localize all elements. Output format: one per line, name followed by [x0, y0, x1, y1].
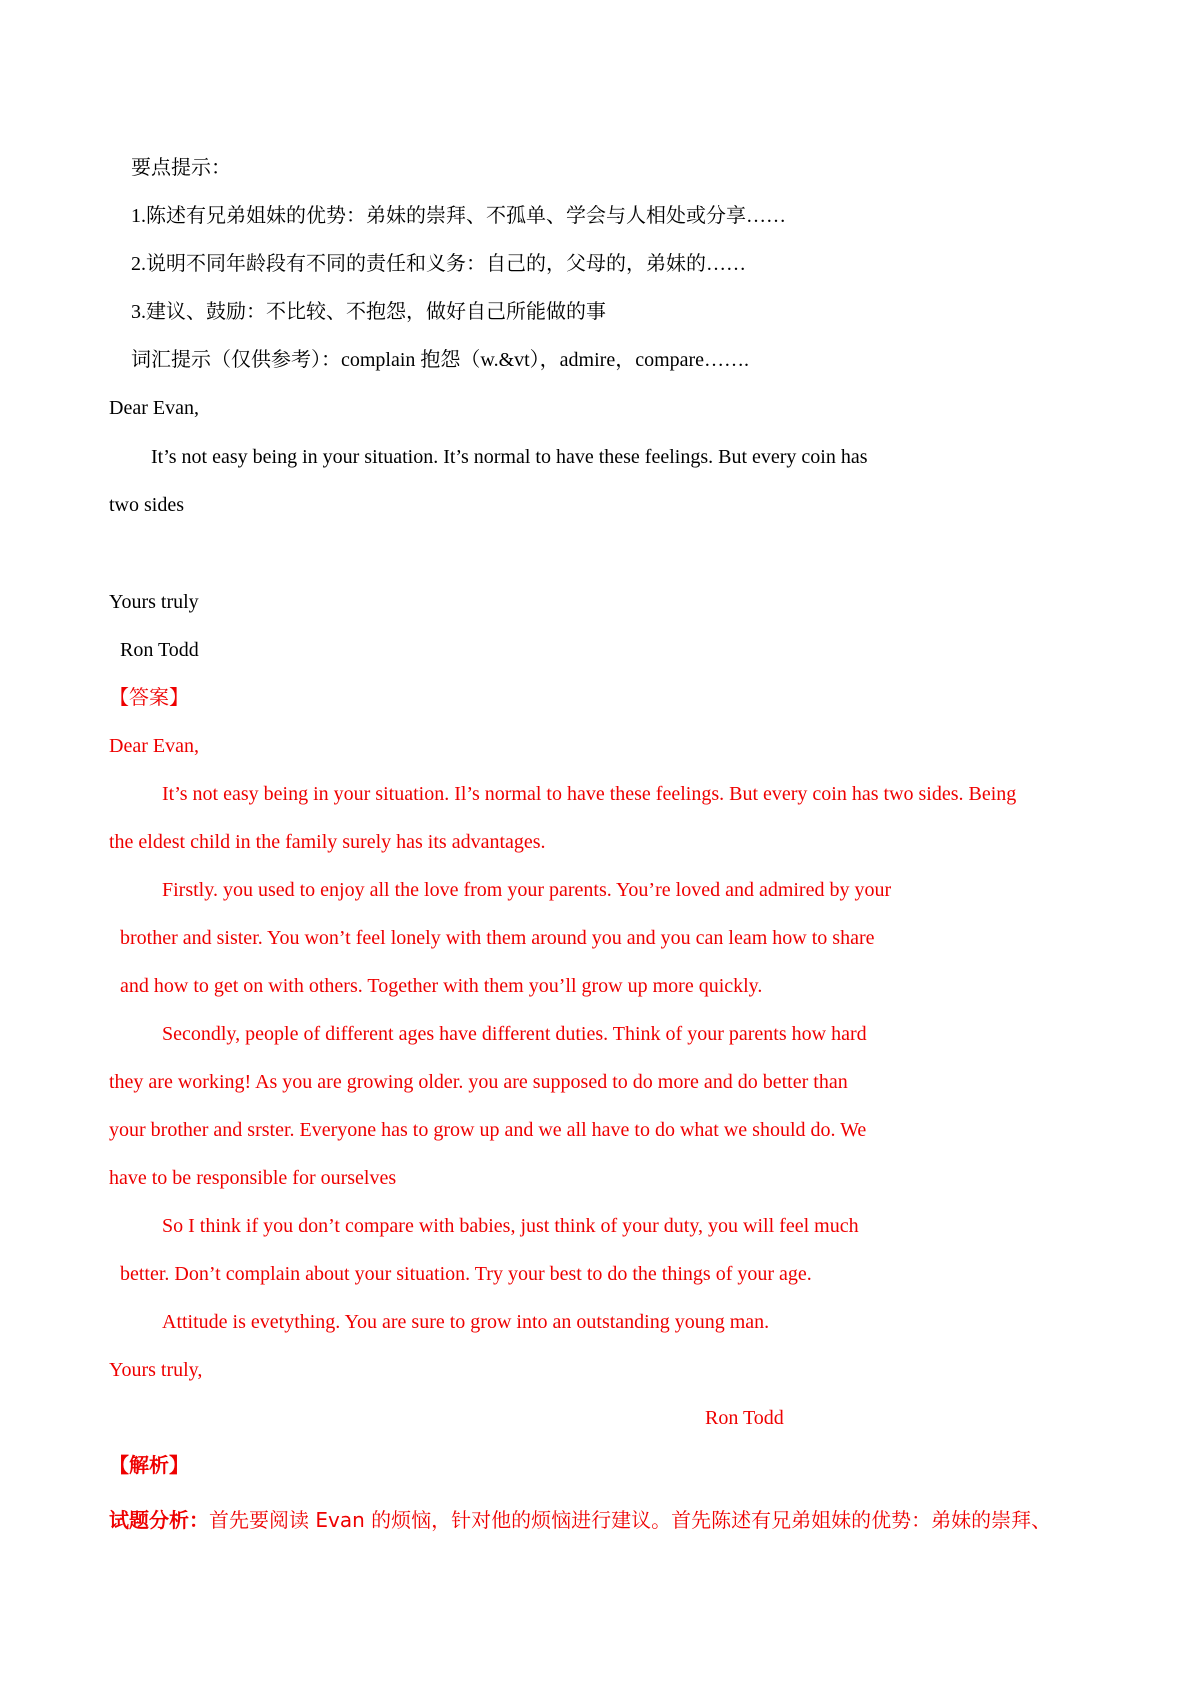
- analysis-label: 试题分析：: [109, 1508, 209, 1532]
- answer-line: your brother and srster. Everyone has to grow up and we all have to do what we should do. We: [109, 1119, 867, 1141]
- hints-title: 要点提示：: [131, 157, 231, 179]
- analysis-text: 首先要阅读 Evan 的烦恼，针对他的烦恼进行建议。首先陈述有兄弟姐妹的优势：弟妹的崇拜、: [209, 1508, 1052, 1532]
- answer-closing: Yours truly,: [109, 1359, 203, 1381]
- answer-line: It’s not easy being in your situation. Il’s normal to have these feelings. But every coin has two sides. Being: [162, 783, 1017, 805]
- prompt-line-2: two sides: [109, 494, 184, 516]
- answer-signature: Ron Todd: [705, 1407, 784, 1429]
- answer-line: Firstly. you used to enjoy all the love from your parents. You’re loved and admired by your: [162, 879, 892, 901]
- answer-line: brother and sister. You won’t feel lonely with them around you and you can leam how to share: [120, 927, 875, 949]
- answer-line: Secondly, people of different ages have different duties. Think of your parents how hard: [162, 1023, 867, 1045]
- prompt-closing: Yours truly: [109, 591, 199, 613]
- prompt-line-1: It’s not easy being in your situation. It’s normal to have these feelings. But every coin has: [151, 446, 868, 468]
- hint-item-2: 2.说明不同年龄段有不同的责任和义务：自己的，父母的，弟妹的……: [131, 253, 746, 275]
- analysis-paragraph: [109, 1507, 1051, 1533]
- answer-line: better. Don’t complain about your situation. Try your best to do the things of your age.: [120, 1263, 812, 1285]
- prompt-greeting: Dear Evan,: [109, 397, 199, 419]
- answer-greeting: Dear Evan,: [109, 735, 199, 757]
- answer-line: So I think if you don’t compare with babies, just think of your duty, you will feel much: [162, 1215, 859, 1237]
- answer-line: have to be responsible for ourselves: [109, 1167, 397, 1189]
- prompt-signature: Ron Todd: [120, 639, 199, 661]
- answer-line: Attitude is evetything. You are sure to grow into an outstanding young man.: [162, 1311, 770, 1333]
- analysis-heading: 【解析】: [109, 1455, 189, 1477]
- hint-item-3: 3.建议、鼓励：不比较、不抱怨，做好自己所能做的事: [131, 301, 606, 323]
- answer-heading: 【答案】: [109, 687, 189, 709]
- answer-line: and how to get on with others. Together with them you’ll grow up more quickly.: [120, 975, 763, 997]
- answer-line: they are working! As you are growing older. you are supposed to do more and do better than: [109, 1071, 848, 1093]
- hint-item-1: 1.陈述有兄弟姐妹的优势：弟妹的崇拜、不孤单、学会与人相处或分享……: [131, 205, 786, 227]
- answer-line: the eldest child in the family surely has its advantages.: [109, 831, 546, 853]
- vocab-hint: 词汇提示（仅供参考）：complain 抱怨（w.&vt），admire，compare…….: [131, 349, 750, 371]
